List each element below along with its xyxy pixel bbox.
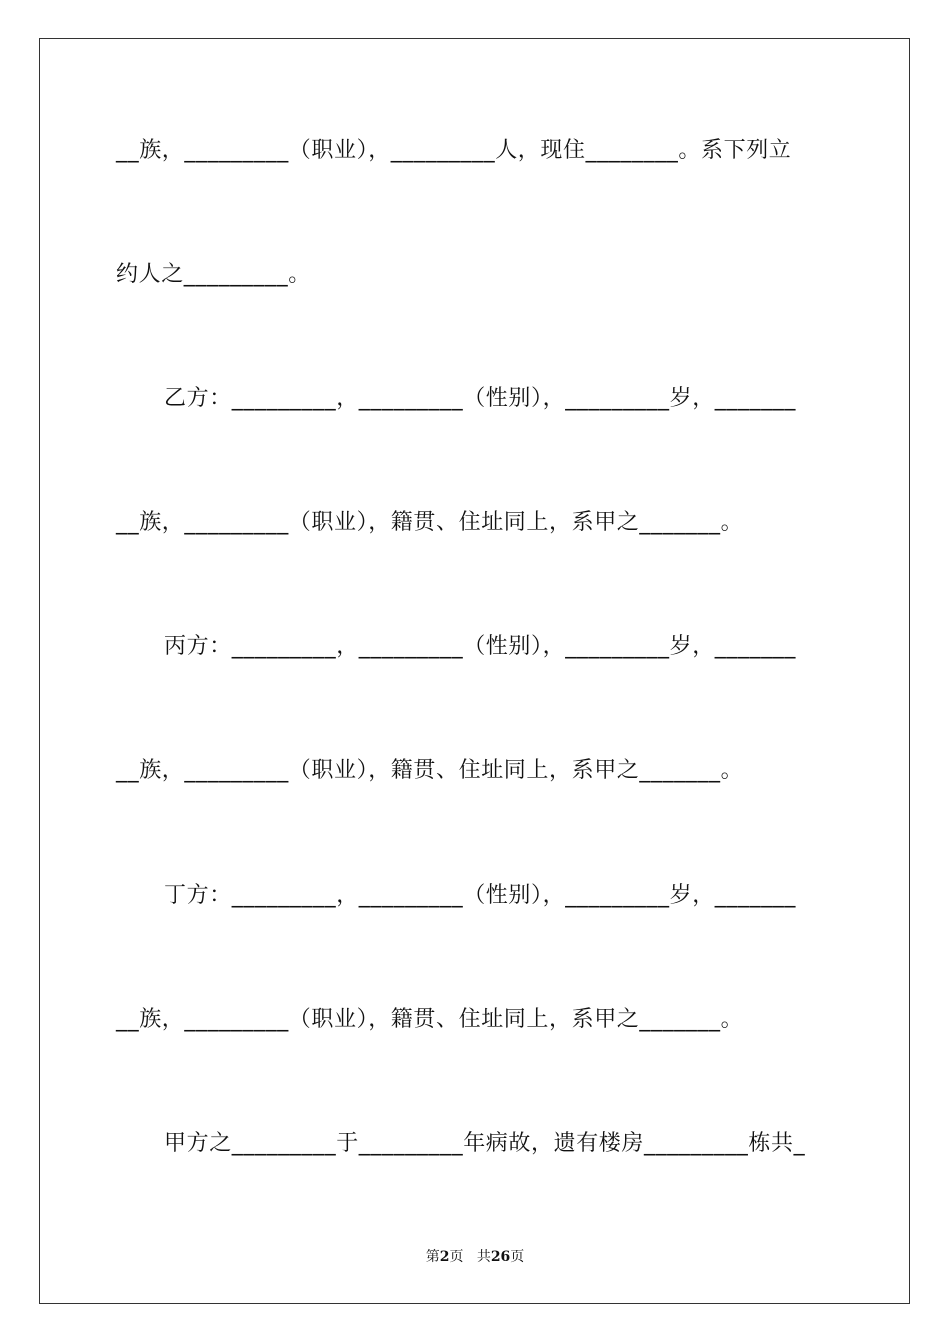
footer-total-prefix: 共 — [476, 1249, 491, 1265]
text-line-6: __族，_________（职业），籍贯、住址同上，系甲之_______。 — [116, 758, 744, 783]
text-line-1: __族，_________（职业），_________人，现住________。系下列立 — [116, 138, 792, 163]
text-line-8: __族，_________（职业），籍贯、住址同上，系甲之_______。 — [116, 1007, 744, 1032]
text-line-4: __族，_________（职业），籍贯、住址同上，系甲之_______。 — [116, 510, 744, 535]
text-line-9: 甲方之_________于_________年病故，遗有楼房_________栋共_ — [164, 1131, 806, 1156]
footer-page-prefix: 第 — [425, 1249, 440, 1265]
page-border — [39, 38, 910, 1304]
footer-page-total: 26 — [490, 1249, 511, 1265]
text-line-5-party-c: 丙方：_________，_________（性别），_________岁，_______ — [164, 634, 797, 659]
text-line-2: 约人之_________。 — [116, 262, 311, 287]
text-line-7-party-d: 丁方：_________，_________（性别），_________岁，_______ — [164, 883, 797, 908]
page-footer — [0, 1248, 950, 1266]
footer-page-current: 2 — [439, 1249, 450, 1265]
text-line-3-party-b: 乙方：_________，_________（性别），_________岁，_______ — [164, 386, 797, 411]
footer-total-suffix: 页 — [510, 1249, 525, 1265]
footer-page-suffix: 页 — [449, 1249, 464, 1265]
